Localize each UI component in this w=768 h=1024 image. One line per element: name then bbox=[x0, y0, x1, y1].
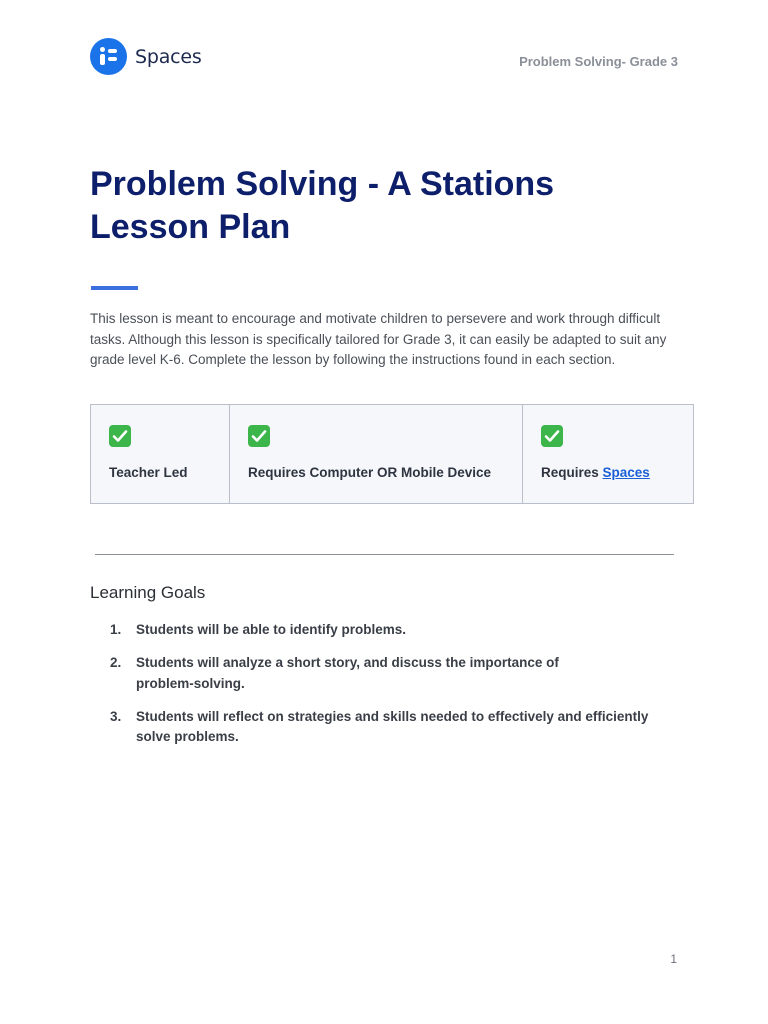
logo-text: Spaces bbox=[135, 45, 202, 68]
list-item-text: Students will analyze a short story, and discuss the importance of problem-solving. bbox=[136, 655, 559, 691]
requirement-cell-spaces bbox=[523, 405, 693, 503]
section-divider bbox=[95, 554, 674, 555]
list-item bbox=[110, 653, 670, 694]
spaces-link[interactable]: Spaces bbox=[602, 465, 650, 480]
check-mark-icon bbox=[248, 425, 270, 447]
list-item-text: Students will reflect on strategies and skills needed to effectively and efficiently solve problems. bbox=[136, 708, 649, 744]
list-item bbox=[110, 707, 670, 748]
spaces-logo bbox=[90, 38, 202, 75]
page-number: 1 bbox=[670, 952, 677, 966]
list-item-number: 1. bbox=[110, 622, 122, 637]
list-item bbox=[110, 620, 670, 641]
spaces-logo-icon bbox=[90, 38, 127, 75]
check-mark-icon bbox=[109, 425, 131, 447]
list-item-number: 2. bbox=[110, 655, 122, 670]
requirement-label: Requires Computer OR Mobile Device bbox=[248, 465, 492, 480]
requirement-label-prefix: Requires bbox=[541, 465, 603, 480]
requirement-cell-teacher-led bbox=[91, 405, 230, 503]
requirement-cell-device bbox=[230, 405, 523, 503]
requirement-label: Teacher Led bbox=[109, 465, 188, 480]
page-title: Problem Solving - A Stations Lesson Plan bbox=[90, 165, 555, 246]
list-item-number: 3. bbox=[110, 708, 122, 724]
learning-goals-heading: Learning Goals bbox=[90, 583, 206, 602]
check-mark-icon bbox=[541, 425, 563, 447]
title-accent-bar bbox=[91, 286, 138, 290]
intro-paragraph: This lesson is meant to encourage and motivate children to persevere and work through difficult tasks. Although this lesson is specifically tailored for Grade 3, it can easily be adapted to suit any grade level K-6. Complete the lesson by following the instructions found in each section. bbox=[90, 311, 667, 367]
document-label: Problem Solving- Grade 3 bbox=[519, 54, 678, 69]
requirements-table bbox=[90, 404, 694, 504]
learning-goals-list bbox=[110, 620, 670, 760]
list-item-text: Students will be able to identify problems. bbox=[136, 622, 407, 637]
requirement-label bbox=[541, 465, 675, 480]
